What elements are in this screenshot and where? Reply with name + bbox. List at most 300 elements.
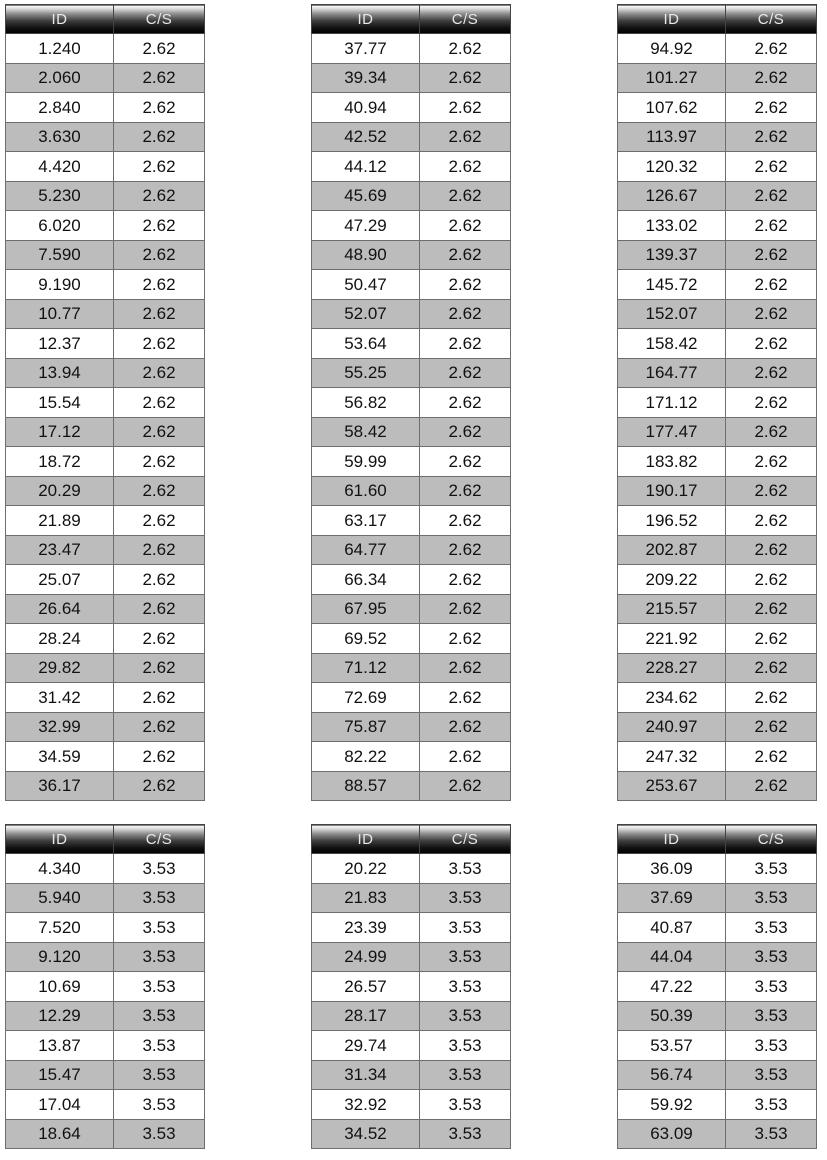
id-cell: 58.42 <box>312 417 420 447</box>
table-row <box>6 565 205 595</box>
table-row <box>6 211 205 241</box>
table-row <box>6 942 205 972</box>
table-row <box>618 240 817 270</box>
cs-cell: 2.62 <box>726 63 817 93</box>
id-cell: 158.42 <box>618 329 726 359</box>
table-row <box>618 913 817 943</box>
cs-cell: 2.62 <box>114 270 205 300</box>
cs-cell: 3.53 <box>114 972 205 1002</box>
table-row <box>6 972 205 1002</box>
id-cell: 7.590 <box>6 240 114 270</box>
cs-cell: 3.53 <box>114 1090 205 1120</box>
id-cell: 66.34 <box>312 565 420 595</box>
table-row <box>618 93 817 123</box>
cs-cell: 3.53 <box>726 913 817 943</box>
id-cell: 12.37 <box>6 329 114 359</box>
cs-cell: 2.62 <box>726 712 817 742</box>
cs-cell: 3.53 <box>114 1001 205 1031</box>
id-cell: 196.52 <box>618 506 726 536</box>
table-row <box>6 1119 205 1149</box>
id-cell: 59.92 <box>618 1090 726 1120</box>
table-row <box>6 417 205 447</box>
cs-cell: 3.53 <box>420 972 511 1002</box>
id-cell: 247.32 <box>618 742 726 772</box>
id-cell: 9.190 <box>6 270 114 300</box>
table-row <box>312 34 511 64</box>
table-row <box>312 742 511 772</box>
cs-cell: 2.62 <box>420 535 511 565</box>
id-cell: 56.74 <box>618 1060 726 1090</box>
id-cell: 94.92 <box>618 34 726 64</box>
table-row <box>312 535 511 565</box>
size-table-5 <box>311 824 511 1149</box>
id-cell: 88.57 <box>312 771 420 801</box>
header-row <box>618 825 817 854</box>
id-cell: 152.07 <box>618 299 726 329</box>
id-cell: 164.77 <box>618 358 726 388</box>
id-cell: 107.62 <box>618 93 726 123</box>
table-row <box>6 476 205 506</box>
id-cell: 82.22 <box>312 742 420 772</box>
header-id: ID <box>312 825 420 854</box>
id-cell: 44.12 <box>312 152 420 182</box>
table-row <box>312 913 511 943</box>
table-row <box>312 1031 511 1061</box>
id-cell: 6.020 <box>6 211 114 241</box>
table-row <box>618 854 817 884</box>
cs-cell: 3.53 <box>726 1119 817 1149</box>
id-cell: 34.52 <box>312 1119 420 1149</box>
id-cell: 15.54 <box>6 388 114 418</box>
cs-cell: 3.53 <box>114 854 205 884</box>
cs-cell: 2.62 <box>420 594 511 624</box>
table-row <box>312 358 511 388</box>
table-row <box>618 181 817 211</box>
cs-cell: 2.62 <box>726 358 817 388</box>
id-cell: 69.52 <box>312 624 420 654</box>
table-row <box>618 211 817 241</box>
id-cell: 52.07 <box>312 299 420 329</box>
cs-cell: 3.53 <box>420 1090 511 1120</box>
table-row <box>312 299 511 329</box>
id-cell: 55.25 <box>312 358 420 388</box>
id-cell: 31.34 <box>312 1060 420 1090</box>
header-id: ID <box>618 825 726 854</box>
table-row <box>618 771 817 801</box>
id-cell: 101.27 <box>618 63 726 93</box>
table-row <box>6 653 205 683</box>
header-cs: C/S <box>420 825 511 854</box>
cs-cell: 2.62 <box>420 712 511 742</box>
cs-cell: 3.53 <box>114 1119 205 1149</box>
id-cell: 63.17 <box>312 506 420 536</box>
cs-cell: 2.62 <box>420 63 511 93</box>
id-cell: 9.120 <box>6 942 114 972</box>
id-cell: 18.64 <box>6 1119 114 1149</box>
cs-cell: 2.62 <box>114 683 205 713</box>
table-row <box>312 1090 511 1120</box>
id-cell: 28.24 <box>6 624 114 654</box>
cs-cell: 2.62 <box>114 742 205 772</box>
table-row <box>618 883 817 913</box>
cs-cell: 2.62 <box>114 506 205 536</box>
table-row <box>312 122 511 152</box>
id-cell: 29.82 <box>6 653 114 683</box>
id-cell: 139.37 <box>618 240 726 270</box>
cs-cell: 2.62 <box>726 742 817 772</box>
header-cs: C/S <box>726 5 817 34</box>
table-row <box>6 883 205 913</box>
table-row <box>312 93 511 123</box>
cs-cell: 2.62 <box>420 506 511 536</box>
id-cell: 5.940 <box>6 883 114 913</box>
table-row <box>312 1119 511 1149</box>
table-row <box>312 447 511 477</box>
cs-cell: 2.62 <box>420 152 511 182</box>
table-row <box>312 506 511 536</box>
id-cell: 64.77 <box>312 535 420 565</box>
id-cell: 23.47 <box>6 535 114 565</box>
size-table-1 <box>5 4 205 801</box>
cs-cell: 2.62 <box>420 565 511 595</box>
header-row <box>312 825 511 854</box>
id-cell: 31.42 <box>6 683 114 713</box>
id-cell: 32.99 <box>6 712 114 742</box>
cs-cell: 3.53 <box>420 883 511 913</box>
id-cell: 72.69 <box>312 683 420 713</box>
cs-cell: 2.62 <box>420 417 511 447</box>
id-cell: 10.77 <box>6 299 114 329</box>
cs-cell: 2.62 <box>726 299 817 329</box>
cs-cell: 2.62 <box>726 388 817 418</box>
cs-cell: 3.53 <box>420 942 511 972</box>
id-cell: 120.32 <box>618 152 726 182</box>
cs-cell: 2.62 <box>726 683 817 713</box>
cs-cell: 2.62 <box>114 417 205 447</box>
id-cell: 5.230 <box>6 181 114 211</box>
id-cell: 17.04 <box>6 1090 114 1120</box>
id-cell: 1.240 <box>6 34 114 64</box>
id-cell: 202.87 <box>618 535 726 565</box>
id-cell: 47.22 <box>618 972 726 1002</box>
table-row <box>6 358 205 388</box>
id-cell: 47.29 <box>312 211 420 241</box>
id-cell: 145.72 <box>618 270 726 300</box>
cs-cell: 2.62 <box>726 270 817 300</box>
cs-cell: 2.62 <box>420 34 511 64</box>
table-row <box>312 240 511 270</box>
id-cell: 23.39 <box>312 913 420 943</box>
table-row <box>6 299 205 329</box>
table-row <box>618 506 817 536</box>
cs-cell: 2.62 <box>114 565 205 595</box>
cs-cell: 2.62 <box>726 93 817 123</box>
table-row <box>618 653 817 683</box>
id-cell: 253.67 <box>618 771 726 801</box>
id-cell: 48.90 <box>312 240 420 270</box>
cs-cell: 3.53 <box>726 1060 817 1090</box>
id-cell: 209.22 <box>618 565 726 595</box>
cs-cell: 3.53 <box>726 854 817 884</box>
table-row <box>618 712 817 742</box>
cs-cell: 3.53 <box>114 1060 205 1090</box>
header-id: ID <box>618 5 726 34</box>
id-cell: 13.94 <box>6 358 114 388</box>
cs-cell: 2.62 <box>114 358 205 388</box>
cs-cell: 2.62 <box>726 506 817 536</box>
id-cell: 240.97 <box>618 712 726 742</box>
id-cell: 190.17 <box>618 476 726 506</box>
cs-cell: 2.62 <box>420 329 511 359</box>
table-row <box>6 388 205 418</box>
id-cell: 4.340 <box>6 854 114 884</box>
id-cell: 17.12 <box>6 417 114 447</box>
table-row <box>6 913 205 943</box>
table-row <box>312 854 511 884</box>
cs-cell: 2.62 <box>420 270 511 300</box>
table-row <box>618 122 817 152</box>
cs-cell: 2.62 <box>420 742 511 772</box>
table-row <box>618 63 817 93</box>
cs-cell: 2.62 <box>114 476 205 506</box>
id-cell: 18.72 <box>6 447 114 477</box>
table-row <box>312 211 511 241</box>
table-row <box>6 34 205 64</box>
cs-cell: 2.62 <box>726 594 817 624</box>
table-row <box>312 565 511 595</box>
cs-cell: 2.62 <box>420 771 511 801</box>
table-row <box>312 771 511 801</box>
table-row <box>618 1090 817 1120</box>
id-cell: 20.29 <box>6 476 114 506</box>
cs-cell: 2.62 <box>726 329 817 359</box>
header-row <box>618 5 817 34</box>
table-row <box>618 476 817 506</box>
id-cell: 10.69 <box>6 972 114 1002</box>
id-cell: 13.87 <box>6 1031 114 1061</box>
header-cs: C/S <box>420 5 511 34</box>
cs-cell: 3.53 <box>114 913 205 943</box>
cs-cell: 2.62 <box>420 299 511 329</box>
id-cell: 26.57 <box>312 972 420 1002</box>
id-cell: 29.74 <box>312 1031 420 1061</box>
table-row <box>618 565 817 595</box>
table-row <box>618 972 817 1002</box>
cs-cell: 2.62 <box>114 535 205 565</box>
cs-cell: 2.62 <box>420 181 511 211</box>
cs-cell: 2.62 <box>114 594 205 624</box>
table-row <box>6 1060 205 1090</box>
id-cell: 25.07 <box>6 565 114 595</box>
cs-cell: 2.62 <box>114 653 205 683</box>
id-cell: 215.57 <box>618 594 726 624</box>
table-row <box>6 624 205 654</box>
table-row <box>618 329 817 359</box>
id-cell: 12.29 <box>6 1001 114 1031</box>
id-cell: 113.97 <box>618 122 726 152</box>
cs-cell: 3.53 <box>420 1001 511 1031</box>
cs-cell: 3.53 <box>726 942 817 972</box>
table-row <box>618 942 817 972</box>
table-row <box>618 742 817 772</box>
cs-cell: 2.62 <box>114 63 205 93</box>
header-id: ID <box>312 5 420 34</box>
table-row <box>312 1001 511 1031</box>
id-cell: 34.59 <box>6 742 114 772</box>
header-row <box>312 5 511 34</box>
table-row <box>618 624 817 654</box>
table-row <box>6 594 205 624</box>
cs-cell: 2.62 <box>420 93 511 123</box>
table-row <box>312 329 511 359</box>
table-row <box>312 63 511 93</box>
cs-cell: 2.62 <box>114 624 205 654</box>
cs-cell: 2.62 <box>420 358 511 388</box>
cs-cell: 2.62 <box>114 299 205 329</box>
id-cell: 228.27 <box>618 653 726 683</box>
id-cell: 177.47 <box>618 417 726 447</box>
header-row <box>6 5 205 34</box>
table-row <box>618 358 817 388</box>
table-row <box>6 506 205 536</box>
id-cell: 28.17 <box>312 1001 420 1031</box>
table-row <box>6 683 205 713</box>
id-cell: 26.64 <box>6 594 114 624</box>
cs-cell: 2.62 <box>726 34 817 64</box>
table-row <box>312 653 511 683</box>
cs-cell: 2.62 <box>114 211 205 241</box>
cs-cell: 3.53 <box>726 972 817 1002</box>
id-cell: 36.17 <box>6 771 114 801</box>
header-id: ID <box>6 5 114 34</box>
table-row <box>618 1031 817 1061</box>
table-row <box>618 34 817 64</box>
cs-cell: 2.62 <box>726 771 817 801</box>
table-row <box>312 1060 511 1090</box>
size-table-4 <box>5 824 205 1149</box>
cs-cell: 2.62 <box>420 683 511 713</box>
cs-cell: 2.62 <box>420 624 511 654</box>
cs-cell: 3.53 <box>726 1031 817 1061</box>
table-row <box>618 270 817 300</box>
id-cell: 15.47 <box>6 1060 114 1090</box>
id-cell: 45.69 <box>312 181 420 211</box>
size-table-3 <box>617 4 817 801</box>
table-row <box>312 624 511 654</box>
cs-cell: 2.62 <box>114 447 205 477</box>
cs-cell: 2.62 <box>726 476 817 506</box>
id-cell: 75.87 <box>312 712 420 742</box>
table-row <box>6 712 205 742</box>
cs-cell: 2.62 <box>420 447 511 477</box>
cs-cell: 2.62 <box>114 240 205 270</box>
table-row <box>6 1090 205 1120</box>
id-cell: 56.82 <box>312 388 420 418</box>
table-row <box>312 270 511 300</box>
table-row <box>6 122 205 152</box>
id-cell: 40.87 <box>618 913 726 943</box>
id-cell: 7.520 <box>6 913 114 943</box>
cs-cell: 3.53 <box>726 1001 817 1031</box>
table-row <box>6 771 205 801</box>
table-row <box>618 535 817 565</box>
table-row <box>618 1001 817 1031</box>
id-cell: 24.99 <box>312 942 420 972</box>
id-cell: 221.92 <box>618 624 726 654</box>
size-table-6 <box>617 824 817 1149</box>
cs-cell: 2.62 <box>726 565 817 595</box>
table-row <box>6 152 205 182</box>
table-row <box>618 388 817 418</box>
cs-cell: 2.62 <box>726 240 817 270</box>
id-cell: 44.04 <box>618 942 726 972</box>
cs-cell: 3.53 <box>420 1031 511 1061</box>
header-row <box>6 825 205 854</box>
cs-cell: 2.62 <box>726 122 817 152</box>
table-row <box>618 1060 817 1090</box>
table-row <box>312 181 511 211</box>
table-row <box>618 152 817 182</box>
cs-cell: 2.62 <box>114 34 205 64</box>
table-row <box>6 240 205 270</box>
cs-cell: 3.53 <box>726 883 817 913</box>
cs-cell: 3.53 <box>420 1060 511 1090</box>
table-row <box>312 883 511 913</box>
id-cell: 234.62 <box>618 683 726 713</box>
cs-cell: 3.53 <box>420 913 511 943</box>
header-id: ID <box>6 825 114 854</box>
id-cell: 53.57 <box>618 1031 726 1061</box>
id-cell: 183.82 <box>618 447 726 477</box>
id-cell: 36.09 <box>618 854 726 884</box>
id-cell: 53.64 <box>312 329 420 359</box>
id-cell: 37.77 <box>312 34 420 64</box>
cs-cell: 3.53 <box>114 942 205 972</box>
table-row <box>6 181 205 211</box>
table-row <box>6 535 205 565</box>
table-row <box>618 594 817 624</box>
id-cell: 133.02 <box>618 211 726 241</box>
table-row <box>618 1119 817 1149</box>
id-cell: 40.94 <box>312 93 420 123</box>
cs-cell: 3.53 <box>114 883 205 913</box>
cs-cell: 2.62 <box>114 181 205 211</box>
cs-cell: 2.62 <box>420 211 511 241</box>
cs-cell: 2.62 <box>726 624 817 654</box>
id-cell: 21.83 <box>312 883 420 913</box>
table-row <box>312 152 511 182</box>
header-cs: C/S <box>114 825 205 854</box>
cs-cell: 2.62 <box>114 122 205 152</box>
id-cell: 50.47 <box>312 270 420 300</box>
cs-cell: 2.62 <box>114 93 205 123</box>
cs-cell: 2.62 <box>726 447 817 477</box>
header-cs: C/S <box>726 825 817 854</box>
id-cell: 67.95 <box>312 594 420 624</box>
cs-cell: 2.62 <box>114 152 205 182</box>
cs-cell: 2.62 <box>420 388 511 418</box>
table-row <box>6 1001 205 1031</box>
cs-cell: 2.62 <box>114 771 205 801</box>
table-row <box>312 972 511 1002</box>
cs-cell: 2.62 <box>420 653 511 683</box>
table-row <box>6 63 205 93</box>
id-cell: 42.52 <box>312 122 420 152</box>
cs-cell: 3.53 <box>726 1090 817 1120</box>
cs-cell: 2.62 <box>726 211 817 241</box>
cs-cell: 2.62 <box>726 653 817 683</box>
cs-cell: 2.62 <box>114 329 205 359</box>
